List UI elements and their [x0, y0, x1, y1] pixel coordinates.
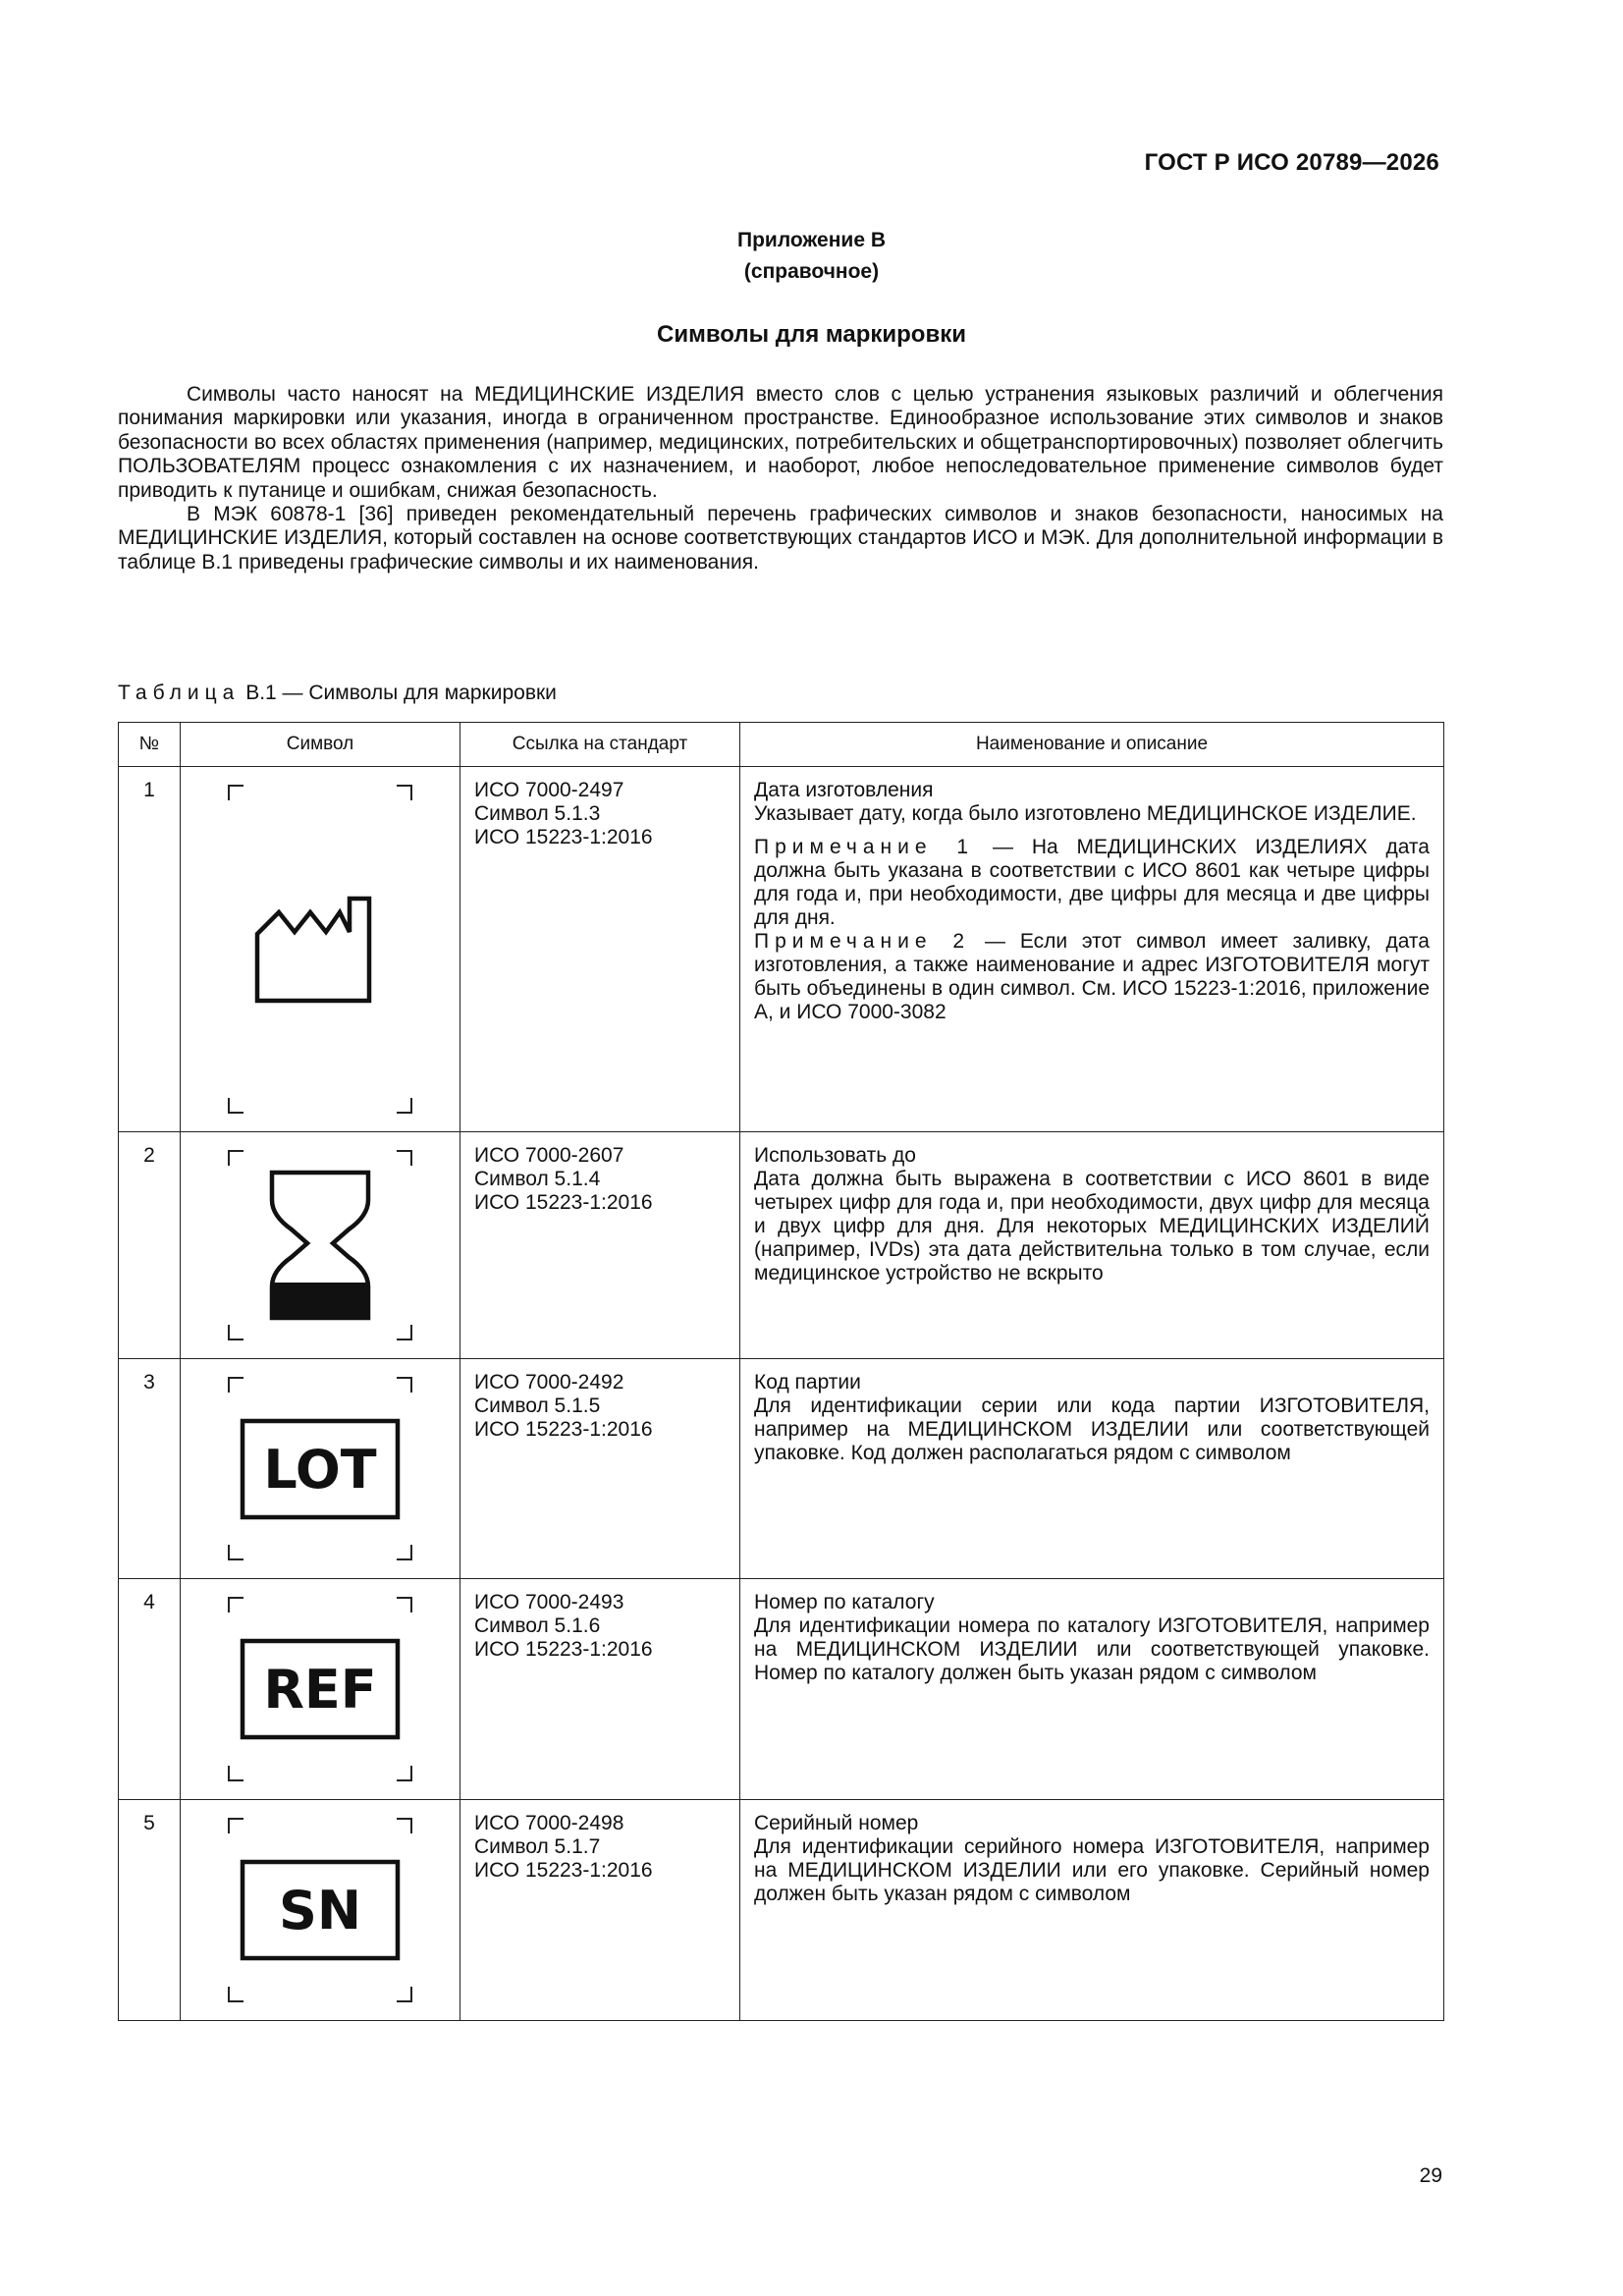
note-label: Примечание 2 — [754, 930, 971, 953]
symbol-cell — [181, 1132, 460, 1359]
ref-line: Символ 5.1.3 — [474, 802, 601, 825]
ref-cell — [460, 767, 740, 1132]
row-num: 3 — [119, 1359, 181, 1579]
header-symbol: Символ — [181, 723, 460, 767]
desc-cell — [740, 1359, 1444, 1579]
ref-line: ИСО 7000-2493 — [474, 1591, 624, 1613]
symbol-description: Дата должна быть выражена в соответствии с ИСО 8601 в виде четырех цифр для года и, при необходимости, двух цифр для месяца и двух цифр для дня. Для некоторых МЕДИЦИНСКИХ ИЗДЕЛИЙ (например, IVDs) эта дата действительна только в том случае, если медицинское устройство не вскрыто — [754, 1168, 1430, 1285]
ref-line: ИСО 15223-1:2016 — [474, 1638, 653, 1661]
intro-text — [118, 383, 1443, 574]
symbol-name: Код партии — [754, 1371, 861, 1394]
ref-icon — [240, 1638, 401, 1740]
symbol-cell — [181, 1800, 460, 2021]
ref-line: Символ 5.1.6 — [474, 1614, 601, 1637]
table-header-row — [119, 723, 1444, 767]
lot-icon — [240, 1418, 401, 1520]
desc-cell — [740, 1800, 1444, 2021]
symbol-cell — [181, 767, 460, 1132]
ref-line: ИСО 15223-1:2016 — [474, 826, 653, 848]
intro-paragraph-2: В МЭК 60878-1 [36] приведен рекомендательный перечень графических символов и знаков безопасности, наносимых на МЕДИЦИНСКИЕ ИЗДЕЛИЯ, который составлен на основе соответствующих стандартов ИСО и МЭК. Для дополнительной информации в таблице В.1 приведены графические символы и их наименования. — [118, 503, 1443, 574]
ref-line: ИСО 7000-2607 — [474, 1144, 624, 1167]
symbol-name: Использовать до — [754, 1144, 916, 1167]
intro-paragraph-1: Символы часто наносят на МЕДИЦИНСКИЕ ИЗДЕЛИЯ вместо слов с целью устранения языковых различий и облегчения понимания маркировки или указания, иногда в ограниченном пространстве. Единообразное использование этих символов и знаков безопасности во всех областях применения (например, медицинских, потребительских и общетранспортировочных) позволяет облегчить ПОЛЬЗОВАТЕЛЯМ процесс ознакомления с их назначением, и наоборот, любое непоследовательное применение символов будет приводить к путанице и ошибкам, снижая безопасность. — [118, 383, 1443, 502]
header-num: № — [119, 723, 181, 767]
ref-line: ИСО 7000-2492 — [474, 1371, 624, 1394]
annex-label: Приложение В — [736, 229, 886, 251]
symbol-name: Дата изготовления — [754, 779, 934, 801]
svg-text:REF: REF — [263, 1659, 377, 1721]
table-row — [119, 767, 1444, 1132]
table-caption — [118, 682, 557, 705]
desc-cell — [740, 1579, 1444, 1800]
symbol-description: Для идентификации серийного номера ИЗГОТОВИТЕЛЯ, например на МЕДИЦИНСКОМ ИЗДЕЛИИ или его упаковке. Серийный номер должен быть указан рядом с символом — [754, 1835, 1430, 1905]
desc-cell — [740, 767, 1444, 1132]
ref-line: ИСО 7000-2498 — [474, 1812, 624, 1834]
sn-icon — [240, 1859, 401, 1961]
row-num: 4 — [119, 1579, 181, 1800]
table-row — [119, 1359, 1444, 1579]
row-num: 1 — [119, 767, 181, 1132]
document-code: ГОСТ Р ИСО 20789—2026 — [1144, 149, 1439, 176]
header-ref: Ссылка на стандарт — [460, 723, 740, 767]
annex-heading — [0, 225, 1623, 288]
ref-cell — [460, 1359, 740, 1579]
symbol-name: Номер по каталогу — [754, 1591, 935, 1613]
ref-line: ИСО 15223-1:2016 — [474, 1418, 653, 1441]
ref-line: Символ 5.1.5 — [474, 1394, 601, 1417]
note-1 — [754, 836, 1430, 930]
note-text: — На МЕДИЦИНСКИХ ИЗДЕЛИЯХ дата должна быть указана в соответствии с ИСО 8601 как четыре цифры для года и, при необходимости, две цифры для месяца и две цифры для дня. — [754, 836, 1430, 929]
row-num: 5 — [119, 1800, 181, 2021]
table-row — [119, 1132, 1444, 1359]
svg-text:LOT: LOT — [263, 1438, 377, 1501]
symbol-cell — [181, 1359, 460, 1579]
ref-line: ИСО 15223-1:2016 — [474, 1859, 653, 1882]
ref-line: ИСО 7000-2497 — [474, 779, 624, 801]
ref-cell — [460, 1800, 740, 2021]
table-row — [119, 1579, 1444, 1800]
ref-line: Символ 5.1.4 — [474, 1168, 601, 1190]
hourglass-icon — [266, 1167, 374, 1324]
note-2 — [754, 930, 1430, 1024]
table-caption-word: Таблица — [118, 682, 241, 704]
factory-icon — [251, 891, 389, 1009]
row-num: 2 — [119, 1132, 181, 1359]
note-label: Примечание 1 — [754, 836, 975, 858]
header-desc: Наименование и описание — [740, 723, 1444, 767]
symbol-description: Указывает дату, когда было изготовлено МЕДИЦИНСКОЕ ИЗДЕЛИЕ. — [754, 802, 1417, 825]
annex-type: (справочное) — [743, 260, 880, 283]
symbol-name: Серийный номер — [754, 1812, 919, 1834]
table-caption-text: В.1 — Символы для маркировки — [245, 682, 557, 704]
symbol-description: Для идентификации серии или кода партии ИЗГОТОВИТЕЛЯ, например на МЕДИЦИНСКОМ ИЗДЕЛИИ или соответствующей упаковке. Код должен располагаться рядом с символом — [754, 1394, 1430, 1464]
ref-cell — [460, 1579, 740, 1800]
desc-cell — [740, 1132, 1444, 1359]
symbol-cell — [181, 1579, 460, 1800]
page-number: 29 — [1419, 2164, 1442, 2187]
symbol-description: Для идентификации номера по каталогу ИЗГОТОВИТЕЛЯ, например на МЕДИЦИНСКОМ ИЗДЕЛИИ или соответствующей упаковке. Номер по каталогу должен быть указан рядом с символом — [754, 1614, 1430, 1684]
annex-title: Символы для маркировки — [657, 321, 966, 348]
ref-cell — [460, 1132, 740, 1359]
symbols-table — [118, 722, 1444, 2021]
note-text: — Если этот символ имеет заливку, дата изготовления, а также наименование и адрес ИЗГОТОВИТЕЛЯ могут быть объединены в один символ. См. ИСО 15223-1:2016, приложение А, и ИСО 7000-3082 — [754, 930, 1430, 1023]
svg-text:SN: SN — [278, 1880, 362, 1941]
ref-line: Символ 5.1.7 — [474, 1835, 601, 1858]
table-row — [119, 1800, 1444, 2021]
ref-line: ИСО 15223-1:2016 — [474, 1191, 653, 1214]
